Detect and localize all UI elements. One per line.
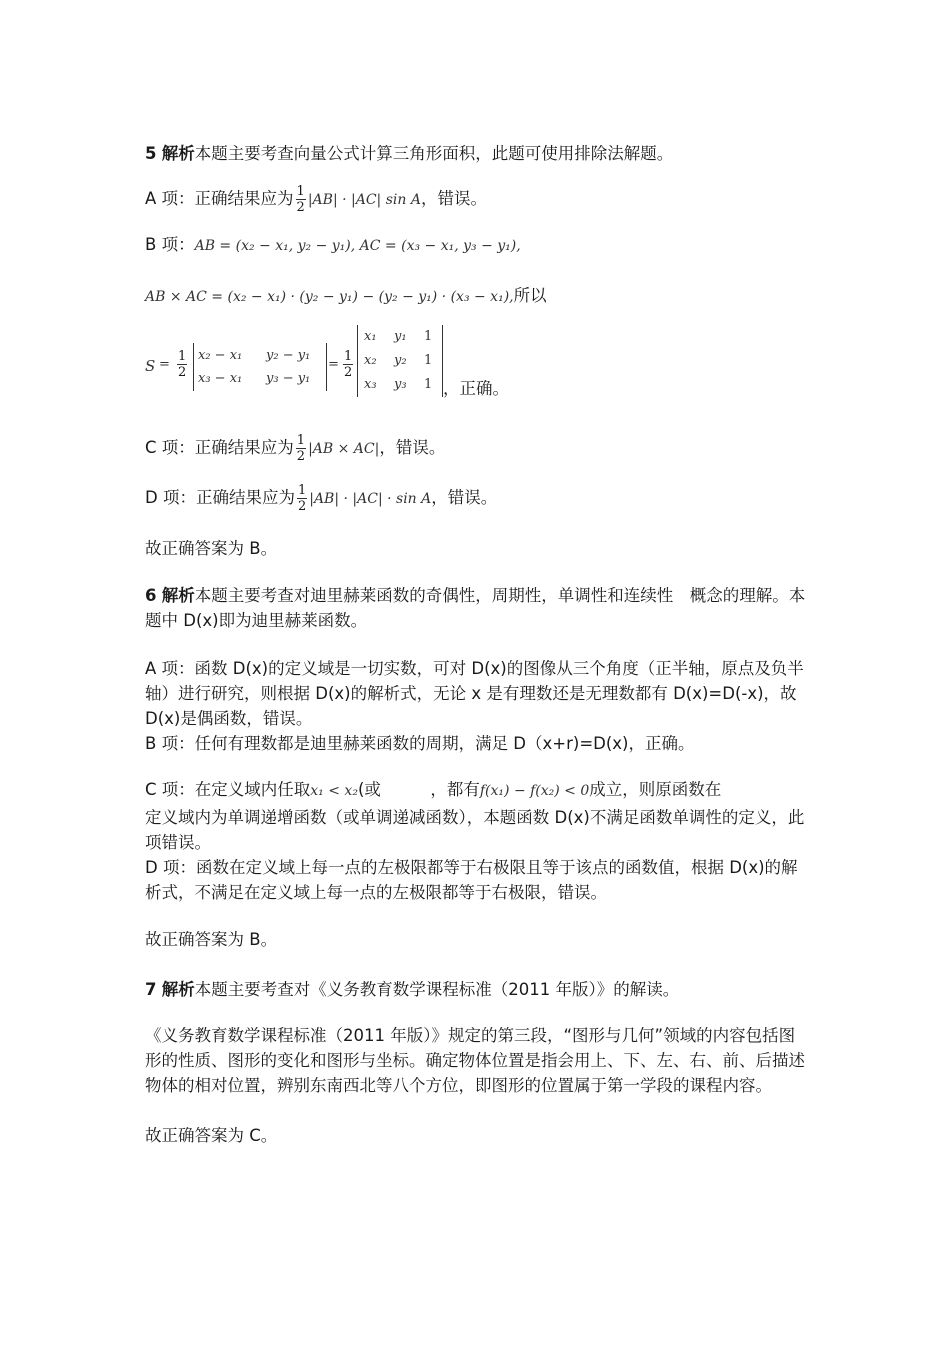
q6-option-c-line1 <box>145 777 721 804</box>
q7-number: 7 <box>145 980 157 999</box>
q5-d-suffix: ，错误。 <box>431 488 498 507</box>
q5-number: 5 <box>145 144 157 163</box>
q5-option-d <box>145 483 497 514</box>
q5-c-prefix: C 项：正确结果应为 <box>145 438 294 457</box>
q6-intro: 本题主要考查对迪里赫莱函数的奇偶性，周期性，单调性和连续性 概念的理解。本题中 D(x)即为迪里赫莱函数。 <box>145 586 806 630</box>
equals-sign-2: = <box>328 357 339 372</box>
q6-c-prefix: C 项：在定义域内任取 <box>145 780 311 799</box>
q6-c-math2: f(x₁) − f(x₂) < 0 <box>479 783 590 799</box>
q5-c-math: |AB × AC| <box>308 441 380 457</box>
q5-head: 解析 <box>161 144 195 163</box>
det-3x3: x₁ y₁ 1 x₂ y₂ 1 x₃ y₃ 1 <box>357 325 443 397</box>
q5-option-c <box>145 433 445 464</box>
q7-intro: 本题主要考查对《义务教育数学课程标准（2011 年版）》的解读。 <box>194 980 680 999</box>
q5-b-math: AB = (x₂ − x₁, y₂ − y₁), AC = (x₃ − x₁, y₃ − y₁), <box>194 238 521 254</box>
q5-b-line2-math: AB × AC = (x₂ − x₁) · (y₂ − y₁) − (y₂ − y₁) · (x₃ − x₁), <box>145 289 514 305</box>
q6-option-a: A 项：函数 D(x)的定义域是一切实数，可对 D(x)的图像从三个角度（正半轴，原点及负半轴）进行研究，则根据 D(x)的解析式，无论 x 是有理数还是无理数都有 D(x)=D(-x)，故 D(x)是偶函数，错误。 <box>145 659 804 728</box>
q6-c-mid: (或 ，都有 <box>357 780 480 799</box>
q5-a-half: $\frac{1}{2}$ <box>296 184 305 215</box>
q5-area-formula <box>145 325 565 403</box>
q5-option-b-line2 <box>145 283 547 310</box>
q6-c-tail: 成立，则原函数在 <box>589 780 722 799</box>
half-fraction-2: $\frac{1}{2}$ <box>344 349 353 380</box>
q6-heading-block <box>145 583 810 633</box>
q7-head: 解析 <box>161 980 195 999</box>
q5-answer: 故正确答案为 B。 <box>145 539 278 558</box>
q5-a-suffix: ，错误。 <box>420 189 487 208</box>
q5-heading-line <box>145 141 673 166</box>
q7-heading-line <box>145 977 679 1002</box>
q5-b-line2-suffix: 所以 <box>513 286 547 305</box>
q7-body: 《义务教育数学课程标准（2011 年版）》规定的第三段，“图形与几何”领域的内容包括图形的性质、图形的变化和图形与坐标。确定物体位置是指会用上、下、左、右、前、后描述物体的相对位置，辨别东南西北等八个方位，即图形的位置属于第一学段的课程内容。 <box>145 1026 805 1095</box>
q6-option-b: B 项：任何有理数都是迪里赫莱函数的周期，满足 D（x+r)=D(x)，正确。 <box>145 734 695 753</box>
q6-option-c-rest: 定义域内为单调递增函数（或单调递减函数），本题函数 D(x)不满足函数单调性的定义，此项错误。 <box>145 808 805 852</box>
q6-answer: 故正确答案为 B。 <box>145 930 278 949</box>
q5-a-prefix: A 项：正确结果应为 <box>145 189 294 208</box>
q5-d-prefix: D 项：正确结果应为 <box>145 488 295 507</box>
det-2x2: x₂ − x₁ y₂ − y₁ x₃ − x₁ y₃ − y₁ <box>193 343 327 391</box>
q6-number: 6 <box>145 586 157 605</box>
q5-option-a <box>145 184 487 215</box>
q5-b-suffix: ，正确。 <box>443 379 509 398</box>
area-symbol: S <box>145 357 156 375</box>
q5-intro: 本题主要考查向量公式计算三角形面积，此题可使用排除法解题。 <box>194 144 674 163</box>
q5-d-math: |AB| · |AC| · sin A <box>309 491 432 507</box>
equals-sign: = <box>159 357 170 372</box>
q6-head: 解析 <box>161 586 195 605</box>
q6-option-d: D 项：函数在定义域上每一点的左极限都等于右极限且等于该点的函数值，根据 D(x)的解析式，不满足在定义域上每一点的左极限都等于右极限，错误。 <box>145 858 798 902</box>
q5-c-half: $\frac{1}{2}$ <box>296 433 306 464</box>
q5-b-prefix: B 项： <box>145 235 195 254</box>
q5-d-half: $\frac{1}{2}$ <box>297 483 307 514</box>
half-fraction: $\frac{1}{2}$ <box>178 349 187 380</box>
q6-c-math1: x₁ < x₂ <box>310 783 358 799</box>
q5-option-b <box>145 232 521 259</box>
q7-answer: 故正确答案为 C。 <box>145 1126 278 1145</box>
q5-a-math: |AB| · |AC| sin A <box>307 192 421 208</box>
q5-c-suffix: ，错误。 <box>379 438 446 457</box>
